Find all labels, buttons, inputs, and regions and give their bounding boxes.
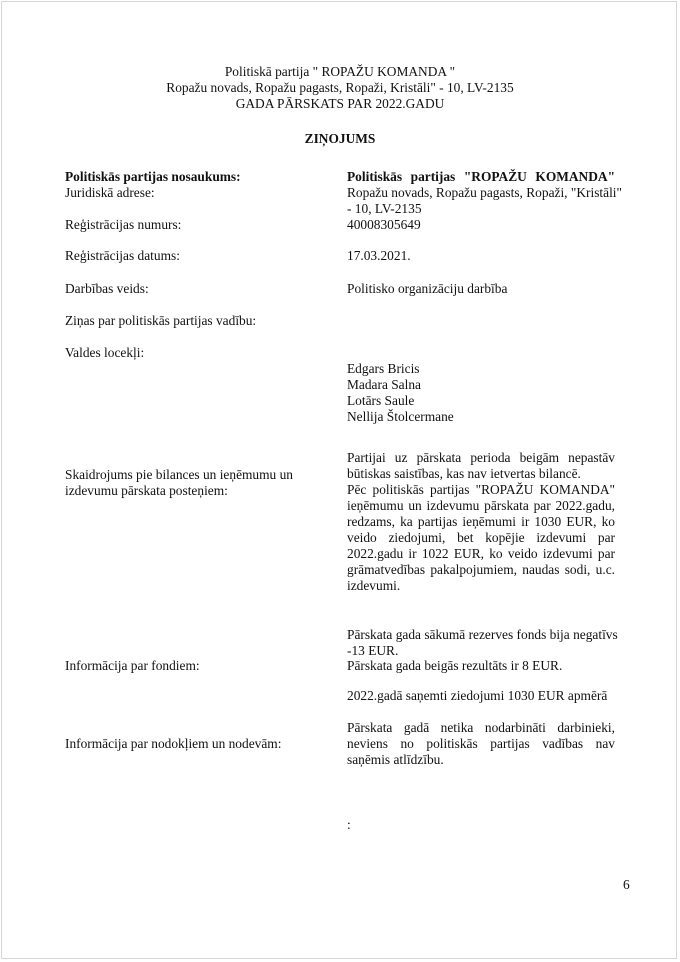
reg-date-value: 17.03.2021. [347,248,411,263]
page-number: 6 [623,877,630,892]
leadership-label: Ziņas par politiskās partijas vadību: [65,313,257,328]
reg-date-label: Reģistrācijas datums: [65,248,180,263]
explanation-label-line-1: Skaidrojums pie bilances un ieņēmumu un [65,467,293,482]
board-member: Edgars Bricis [347,361,420,376]
board-label: Valdes locekļi: [65,345,145,360]
stray-mark: : [347,817,351,832]
reg-number-label: Reģistrācijas numurs: [65,217,182,232]
legal-address-value: Ropažu novads, Ropažu pagasts, Ropaži, "Kristāli" - 10, LV-2135 [347,185,622,216]
funds-line-1: Pārskata gada sākumā rezerves fonds bija negatīvs [347,627,618,642]
funds-line-4: 2022.gadā saņemti ziedojumi 1030 EUR apmērā [347,688,608,703]
header-report-line: GADA PĀRSKATS PAR 2022.GADU [235,96,445,111]
taxes-label: Informācija par nodokļiem un nodevām: [65,736,282,751]
funds-label: Informācija par fondiem: [65,658,200,673]
board-member: Madara Salna [347,377,421,392]
document-title: ZIŅOJUMS [304,131,376,146]
explanation-paragraph-2: Pēc politiskās partijas "ROPAŽU KOMANDA" ieņēmumu un izdevumu pārskata par 2022.gadu, redzams, ka partijas ieņēmumi ir 1030 EUR, ko veido ziedojumi, bet kopējie izdevumi par 2022.gadu ir 1022 EUR, ko veido izdevumi par grāmatvedības pakalpojumiem, naudas sodi, u.c. izdevumi. [347,482,615,593]
party-name-label: Politiskās partijas nosaukums: [65,169,241,184]
board-member: Nellija Štolcermane [347,409,454,424]
funds-line-3: Pārskata gada beigās rezultāts ir 8 EUR. [347,658,563,673]
header-party-line: Politiskā partija " ROPAŽU KOMANDA " [224,64,456,79]
party-name-value: Politiskās partijas "ROPAŽU KOMANDA" [347,169,615,184]
explanation-label-line-2: izdevumu pārskata posteņiem: [65,483,228,498]
reg-number-value: 40008305649 [347,217,421,232]
header-address-line: Ropažu novads, Ropažu pagasts, Ropaži, Kristāli" - 10, LV-2135 [166,80,514,95]
board-member: Lotārs Saule [347,393,415,408]
taxes-text: Pārskata gadā netika nodarbināti darbinieki, neviens no politiskās partijas vadības nav saņēmis atlīdzību. [347,720,615,767]
activity-label: Darbības veids: [65,281,149,296]
funds-line-2: -13 EUR. [347,643,399,658]
legal-address-label: Juridiskā adrese: [65,185,155,200]
activity-value: Politisko organizāciju darbība [347,281,508,296]
explanation-paragraph-1: Partijai uz pārskata perioda beigām nepastāv būtiskas saistības, kas nav ietvertas bilancē. [347,450,615,481]
